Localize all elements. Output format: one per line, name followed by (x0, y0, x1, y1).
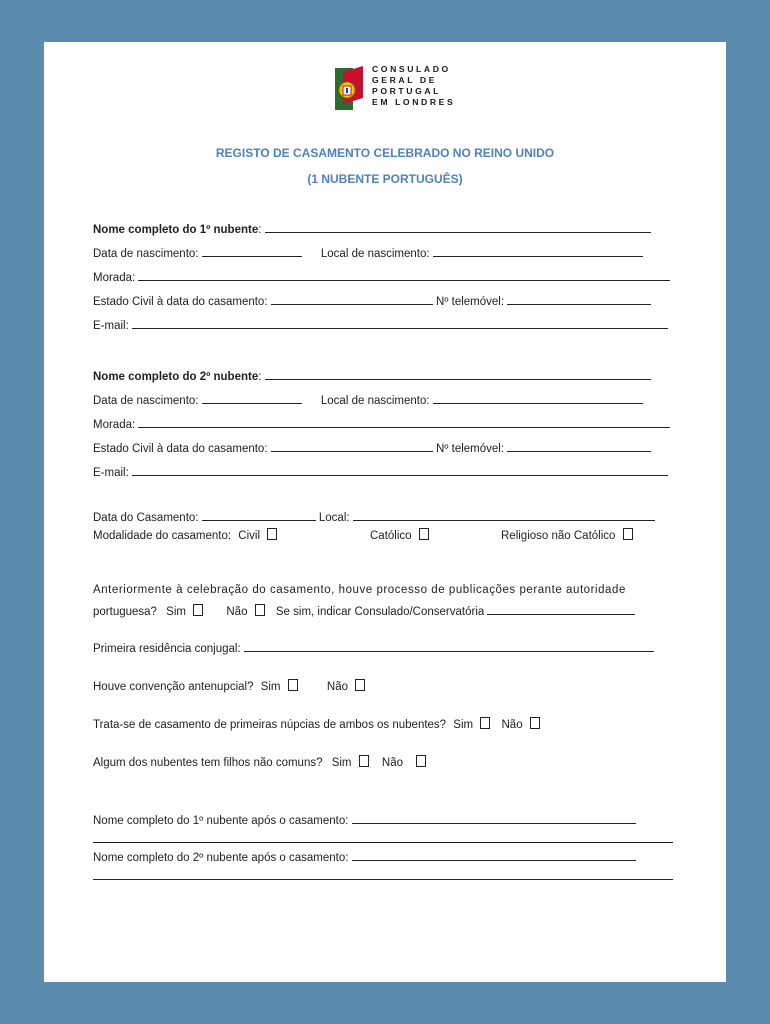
nubente1-phone-field[interactable] (507, 294, 651, 305)
nubente1-address-field[interactable] (138, 270, 670, 281)
marriage-place-field[interactable] (353, 510, 655, 521)
marriage-modality-label: Modalidade do casamento: (93, 530, 232, 542)
first-residence-field[interactable] (244, 641, 654, 652)
logo-line: PORTUGAL (372, 86, 442, 96)
first-residence-row (93, 641, 654, 655)
children-row (93, 755, 426, 769)
nubente1-email-label: E-mail: (93, 320, 129, 332)
nubente1-civil-row (93, 294, 651, 308)
nubente2-birth-date-field[interactable] (202, 393, 302, 404)
nubente2-name-field[interactable] (265, 369, 651, 380)
publications-no-checkbox[interactable] (255, 604, 265, 616)
nubente2-phone-field[interactable] (507, 441, 651, 452)
consulate-logo-text (372, 64, 455, 108)
prenup-row (93, 679, 365, 693)
after-name2-continuation (93, 869, 673, 883)
nubente1-birth-date-label: Data de nascimento: (93, 248, 199, 260)
nubente1-birth-row (93, 246, 643, 260)
publications-question-line1 (93, 584, 677, 596)
form-subtitle: (1 NUBENTE PORTUGUÊS) (307, 172, 463, 186)
nubente1-address-label: Morada: (93, 272, 136, 284)
nubente2-phone-label: Nº telemóvel: (435, 443, 505, 455)
prenup-label: Houve convenção antenupcial? (93, 681, 254, 693)
publications-no-label: Não (226, 606, 248, 618)
nubente2-birth-row (93, 393, 643, 407)
after-name1-continuation (93, 832, 673, 846)
consulate-field[interactable] (487, 604, 635, 615)
children-label: Algum dos nubentes tem filhos não comuns? (93, 757, 323, 769)
nubente2-birth-place-field[interactable] (433, 393, 643, 404)
publications-question-line2 (93, 604, 635, 618)
first-marriage-no-checkbox[interactable] (530, 717, 540, 729)
first-marriage-label: Trata-se de casamento de primeiras núpcias de ambos os nubentes? (93, 719, 447, 731)
after-name2-field-line2[interactable] (93, 869, 673, 880)
nubente1-name-field[interactable] (265, 222, 651, 233)
nubente1-birth-place-label: Local de nascimento: (320, 248, 430, 260)
publications-question-text: Anteriormente à celebração do casamento, houve processo de publicações perante autoridade (93, 584, 626, 596)
logo-line: GERAL DE (372, 75, 438, 85)
nubente1-name-label: Nome completo do 1º nubente (93, 224, 259, 236)
first-marriage-yes-label: Sim (453, 719, 474, 731)
after-name2-field[interactable] (352, 850, 636, 861)
after-name2-row (93, 850, 636, 864)
civil-checkbox[interactable] (267, 528, 277, 540)
first-marriage-row (93, 717, 540, 731)
logo-line: EM LONDRES (372, 97, 456, 107)
nubente1-civil-status-field[interactable] (271, 294, 433, 305)
children-no-checkbox[interactable] (416, 755, 426, 767)
nubente2-email-row (93, 465, 668, 479)
children-yes-checkbox[interactable] (359, 755, 369, 767)
nubente2-email-field[interactable] (132, 465, 668, 476)
nubente1-address-row (93, 270, 670, 284)
after-name1-row (93, 813, 636, 827)
marriage-modality-row (93, 528, 277, 542)
nubente1-email-field[interactable] (132, 318, 668, 329)
nubente1-phone-label: Nº telemóvel: (435, 296, 505, 308)
portugal-emblem-icon (329, 64, 369, 114)
nubente2-address-label: Morada: (93, 419, 136, 431)
first-marriage-yes-checkbox[interactable] (480, 717, 490, 729)
nubente2-address-row (93, 417, 670, 431)
nubente1-birth-date-field[interactable] (202, 246, 302, 257)
first-residence-label: Primeira residência conjugal: (93, 643, 241, 655)
nubente2-name-row: Nome completo do 2º nubente: (93, 369, 651, 383)
nubente2-birth-place-label: Local de nascimento: (320, 395, 430, 407)
after-name2-label: Nome completo do 2º nubente após o casamento: (93, 852, 349, 864)
prenup-yes-checkbox[interactable] (288, 679, 298, 691)
form-page (44, 42, 726, 982)
first-marriage-no-label: Não (501, 719, 523, 731)
children-no-label: Não (381, 757, 404, 769)
nubente2-civil-row (93, 441, 651, 455)
marriage-place-label: Local: (318, 512, 350, 524)
civil-option-label: Civil (238, 530, 261, 542)
publications-question-end: portuguesa? (93, 606, 157, 618)
prenup-yes-label: Sim (260, 681, 281, 693)
publications-yes-checkbox[interactable] (193, 604, 203, 616)
children-yes-label: Sim (331, 757, 352, 769)
nubente2-birth-date-label: Data de nascimento: (93, 395, 199, 407)
prenup-no-checkbox[interactable] (355, 679, 365, 691)
after-name1-field[interactable] (352, 813, 636, 824)
catholic-option (370, 528, 429, 542)
religious-option (501, 528, 633, 542)
nubente2-civil-status-field[interactable] (271, 441, 433, 452)
publications-yes-label: Sim (166, 606, 186, 618)
nubente2-email-label: E-mail: (93, 467, 129, 479)
catholic-option-label: Católico (370, 530, 412, 542)
marriage-date-row (93, 510, 655, 524)
form-title: REGISTO DE CASAMENTO CELEBRADO NO REINO UNIDO (215, 146, 555, 160)
nubente1-civil-status-label: Estado Civil à data do casamento: (93, 296, 268, 308)
nubente2-address-field[interactable] (138, 417, 670, 428)
nubente2-name-label: Nome completo do 2º nubente (93, 371, 259, 383)
consulate-label: Se sim, indicar Consulado/Conservatória (275, 606, 485, 618)
nubente2-civil-status-label: Estado Civil à data do casamento: (93, 443, 268, 455)
religious-checkbox[interactable] (623, 528, 633, 540)
marriage-date-label: Data do Casamento: (93, 512, 199, 524)
marriage-date-field[interactable] (202, 510, 316, 521)
after-name1-field-line2[interactable] (93, 832, 673, 843)
prenup-no-label: Não (326, 681, 349, 693)
logo-line: CONSULADO (372, 64, 451, 74)
catholic-checkbox[interactable] (419, 528, 429, 540)
nubente1-name-row: Nome completo do 1º nubente: (93, 222, 651, 236)
nubente1-birth-place-field[interactable] (433, 246, 643, 257)
religious-option-label: Religioso não Católico (501, 530, 616, 542)
after-name1-label: Nome completo do 1º nubente após o casamento: (93, 815, 349, 827)
nubente1-email-row (93, 318, 668, 332)
